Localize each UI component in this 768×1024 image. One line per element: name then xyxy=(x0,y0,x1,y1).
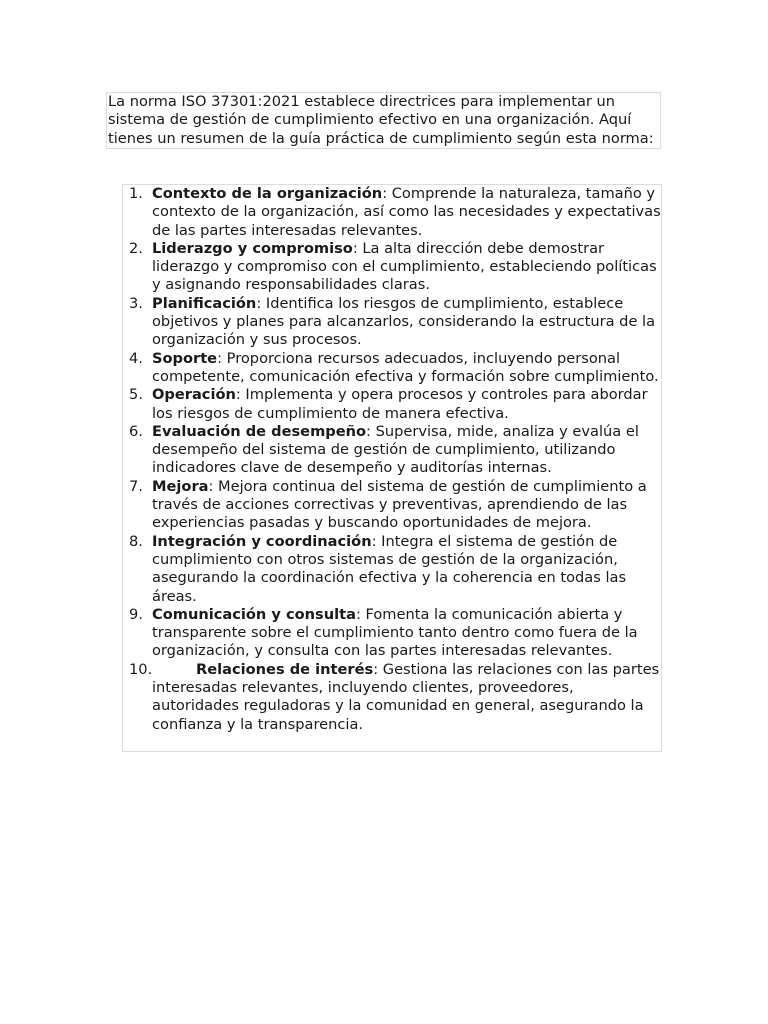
item-title: Planificación xyxy=(152,294,257,312)
item-title: Contexto de la organización xyxy=(152,185,383,202)
guide-list xyxy=(122,184,662,752)
item-number: 9. xyxy=(129,605,143,623)
list-item xyxy=(123,533,661,606)
item-title: Evaluación de desempeño xyxy=(152,422,367,440)
item-text: : Mejora continua del sistema de gestión de cumplimiento a través de acciones correctivas y preventivas, aprendiendo de las experiencias pasadas y buscando oportunidades de mejora. xyxy=(152,477,647,532)
item-number: 1. xyxy=(129,185,143,202)
item-number: 10. xyxy=(129,660,153,678)
list-item xyxy=(123,350,661,387)
item-title: Comunicación y consulta xyxy=(152,605,356,623)
item-title: Integración y coordinación xyxy=(152,532,372,550)
item-text: : Fomenta la comunicación abierta y transparente sobre el cumplimiento tanto dentro como fuera de la organización, y consulta con las partes interesadas relevantes. xyxy=(152,605,638,660)
item-text: : Supervisa, mide, analiza y evalúa el desempeño del sistema de gestión de cumplimiento, utilizando indicadores clave de desempeño y auditorías internas. xyxy=(152,422,639,477)
item-text: : La alta dirección debe demostrar liderazgo y compromiso con el cumplimiento, estableciendo políticas y asignando responsabilidades claras. xyxy=(152,239,657,294)
item-number: 7. xyxy=(129,477,143,495)
list-item xyxy=(123,295,661,350)
item-text: : Identifica los riesgos de cumplimiento, establece objetivos y planes para alcanzarlos, considerando la estructura de la organización y sus procesos. xyxy=(152,294,656,349)
item-text: : Implementa y opera procesos y controles para abordar los riesgos de cumplimiento de manera efectiva. xyxy=(152,386,648,422)
item-title: Relaciones de interés xyxy=(196,660,374,678)
item-text: : Integra el sistema de gestión de cumplimiento con otros sistemas de gestión de la organización, asegurando la coordinación efectiva y la coherencia en todas las áreas. xyxy=(152,532,627,605)
list-item xyxy=(123,185,661,240)
item-number: 3. xyxy=(129,294,143,312)
item-title: Mejora xyxy=(152,477,209,495)
list-item xyxy=(123,240,661,295)
list-item xyxy=(123,606,661,661)
item-text: : Comprende la naturaleza, tamaño y contexto de la organización, así como las necesidades y expectativas de las partes interesadas relevantes. xyxy=(152,185,661,239)
item-number: 2. xyxy=(129,239,143,257)
list-item xyxy=(123,478,661,533)
item-number: 8. xyxy=(129,532,143,550)
item-title: Operación xyxy=(152,386,236,404)
item-text: : Proporciona recursos adecuados, incluyendo personal competente, comunicación efectiva y formación sobre cumplimiento. xyxy=(152,349,659,385)
list-item xyxy=(123,423,661,478)
list-item xyxy=(123,661,661,734)
item-number: 4. xyxy=(129,349,143,367)
item-text: : Gestiona las relaciones con las partes interesadas relevantes, incluyendo clientes, proveedores, autoridades reguladoras y la comunidad en general, asegurando la confianza y la transparencia. xyxy=(152,660,660,733)
item-number: 5. xyxy=(129,386,143,404)
item-title: Liderazgo y compromiso xyxy=(152,239,353,257)
item-number: 6. xyxy=(129,422,143,440)
list-item xyxy=(123,386,661,423)
item-title: Soporte xyxy=(152,349,218,367)
intro-paragraph: La norma ISO 37301:2021 establece directrices para implementar un sistema de gestión de cumplimiento efectivo en una organización. Aquí tienes un resumen de la guía práctica de cumplimiento según esta norma: xyxy=(106,92,661,149)
